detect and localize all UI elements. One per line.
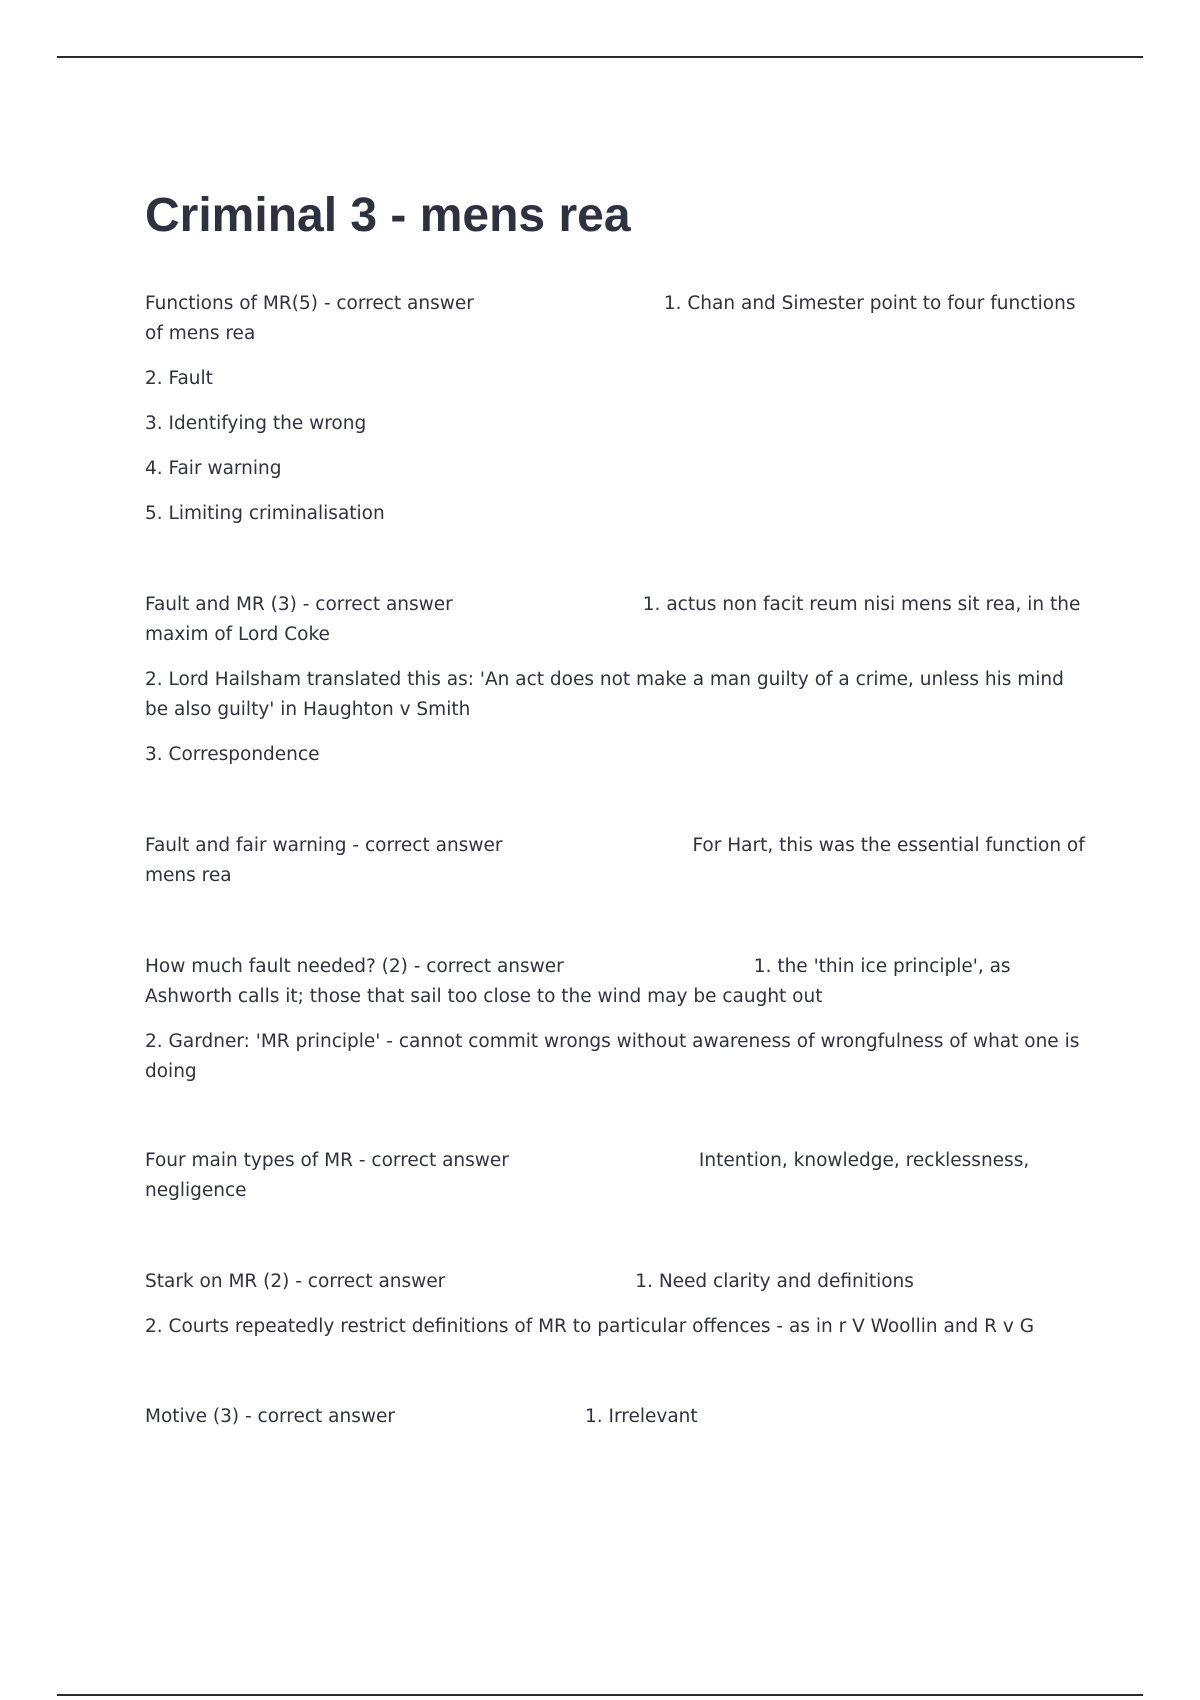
card-answer: For Hart, this was the essential function of mens rea — [145, 835, 1091, 886]
top-rule — [57, 56, 1143, 58]
flashcard — [145, 831, 1091, 906]
card-question: Stark on MR (2) - correct answer — [145, 1271, 446, 1292]
card-question: Fault and MR (3) - correct answer — [145, 594, 453, 615]
card-answer: 1. the 'thin ice principle', as Ashworth calls it; those that sail too close to the wind may be caught out — [145, 956, 1017, 1007]
card-answer: 2. Fault — [145, 368, 213, 389]
card-answer: 3. Identifying the wrong — [145, 413, 367, 434]
flashcard — [145, 289, 1085, 544]
flashcard — [145, 590, 1085, 785]
card-question: Motive (3) - correct answer — [145, 1406, 396, 1427]
page-title: Criminal 3 - mens rea — [145, 189, 631, 242]
flashcard — [145, 952, 1085, 1102]
card-answer: 1. Chan and Simester point to four functions of mens rea — [145, 293, 1082, 344]
card-question: Four main types of MR - correct answer — [145, 1150, 509, 1171]
card-answer: Intention, knowledge, recklessness, negligence — [145, 1150, 1036, 1201]
bottom-rule — [57, 1694, 1143, 1696]
flashcard — [145, 1402, 1085, 1447]
card-answer: 4. Fair warning — [145, 458, 282, 479]
card-answer: 3. Correspondence — [145, 744, 320, 765]
card-answer: 1. actus non facit reum nisi mens sit rea, in the maxim of Lord Coke — [145, 594, 1087, 645]
card-answer: 2. Lord Hailsham translated this as: 'An act does not make a man guilty of a crime, unless his mind be also guilty' in Haughton v Smith — [145, 669, 1070, 720]
card-question: How much fault needed? (2) - correct answer — [145, 956, 564, 977]
card-question: Fault and fair warning - correct answer — [145, 835, 503, 856]
flashcard — [145, 1267, 1085, 1357]
card-answer: 5. Limiting criminalisation — [145, 503, 385, 524]
card-answer: 2. Courts repeatedly restrict definitions of MR to particular offences - as in r V Woollin and R v G — [145, 1316, 1035, 1337]
card-question: Functions of MR(5) - correct answer — [145, 293, 474, 314]
card-answer: 1. Irrelevant — [585, 1406, 698, 1427]
flashcard — [145, 1146, 1085, 1221]
card-answer: 1. Need clarity and definitions — [635, 1271, 914, 1292]
card-answer: 2. Gardner: 'MR principle' - cannot commit wrongs without awareness of wrongfulness of what one is doing — [145, 1031, 1086, 1082]
